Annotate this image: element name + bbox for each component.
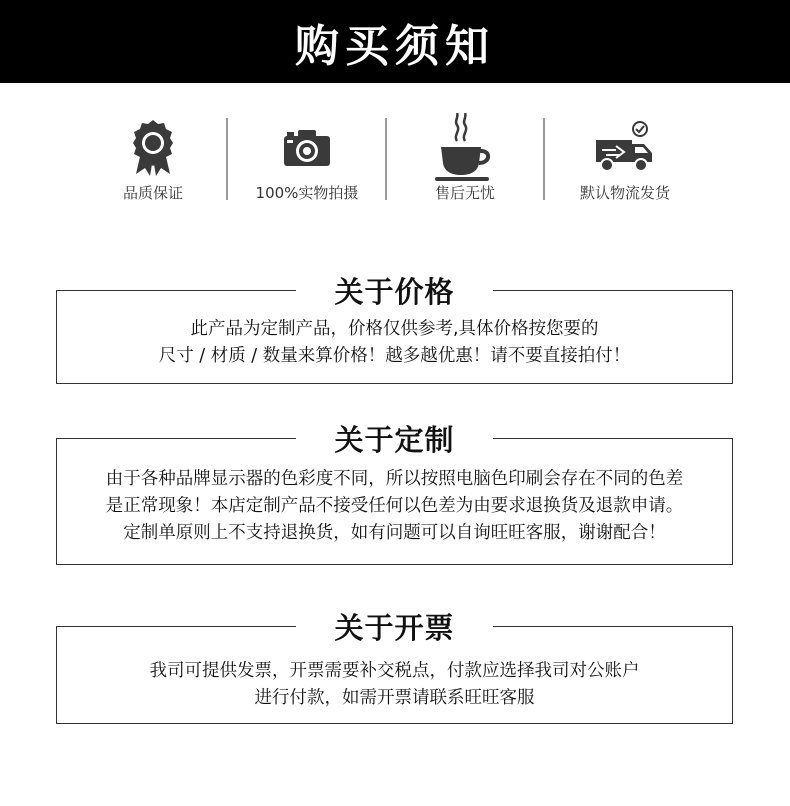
section-line: 我司可提供发票，开票需要补交税点，付款应选择我司对公账户 [149, 661, 640, 681]
camera-icon [222, 118, 392, 178]
feature-delivery [540, 118, 710, 203]
feature-label: 售后无忧 [434, 184, 495, 202]
section-heading [56, 418, 733, 459]
section-line: 定制单原则上不支持退换货，如有问题可以自询旺旺客服，谢谢配合！ [123, 523, 666, 543]
delivery-truck-icon [540, 118, 710, 178]
section-title: 关于开票 [296, 606, 492, 647]
feature-quality [68, 118, 238, 203]
feature-label: 默认物流发货 [579, 184, 670, 202]
coffee-cup-icon [380, 118, 550, 178]
section-title: 关于定制 [296, 418, 492, 459]
feature-strip [0, 100, 790, 210]
section-line: 是正常现象！本店定制产品不接受任何以色差为由要求退换货及退款申请。 [105, 496, 684, 516]
header-banner [0, 0, 790, 83]
feature-real-photo [222, 118, 392, 203]
feature-label: 100%实物拍摄 [255, 184, 359, 202]
section-line: 尺寸 / 材质 / 数量来算价格！越多越优惠！请不要直接拍付！ [158, 346, 631, 366]
feature-label: 品质保证 [122, 184, 183, 202]
section-line: 此产品为定制产品，价格仅供参考,具体价格按您要的 [190, 319, 599, 339]
section-line: 进行付款，如需开票请联系旺旺客服 [254, 688, 535, 708]
section-body [56, 658, 733, 712]
section-body [56, 316, 733, 370]
medal-icon [68, 118, 238, 178]
section-title: 关于价格 [296, 270, 492, 311]
page-title: 购买须知 [295, 20, 495, 72]
section-heading [56, 270, 733, 311]
section-line: 由于各种品牌显示器的色彩度不同，所以按照电脑色印刷会存在不同的色差 [105, 469, 684, 489]
section-body [56, 466, 733, 547]
section-heading [56, 606, 733, 647]
feature-after-sales [380, 118, 550, 203]
